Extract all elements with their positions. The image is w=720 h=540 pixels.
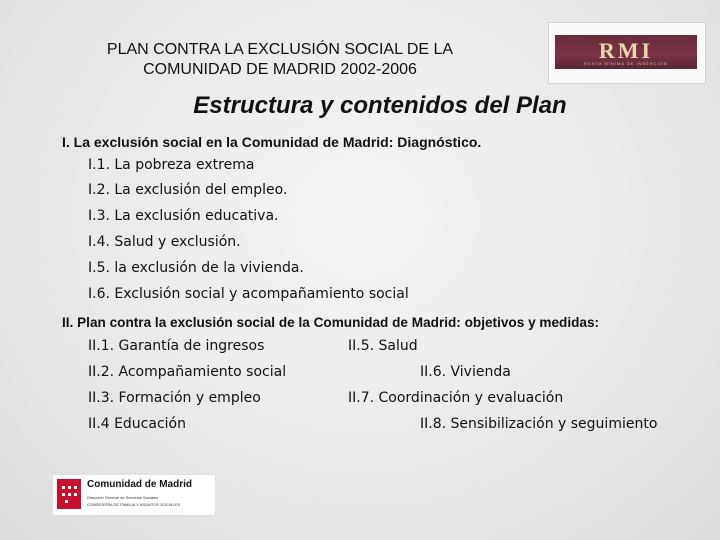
header-title [60, 40, 500, 80]
section2-right-item: II.5. Salud [348, 338, 418, 354]
rmi-logo [548, 22, 706, 84]
section1-item: I.1. La pobreza extrema [88, 157, 255, 173]
footer-logo-line2: CONSEJERÍA DE FAMILIA Y ASUNTOS SOCIALES [87, 502, 181, 507]
section2-right-item: II.7. Coordinación y evaluación [348, 390, 564, 406]
rmi-logo-banner [555, 35, 697, 69]
section2-left-item: II.2. Acompañamiento social [88, 364, 287, 380]
section1-item: I.4. Salud y exclusión. [88, 234, 241, 250]
footer-logo-title: Comunidad de Madrid [87, 479, 192, 490]
rmi-logo-mark: RMI [598, 38, 654, 63]
header-title-line2: COMUNIDAD DE MADRID 2002-2006 [143, 61, 417, 78]
rmi-logo-subtext: RENTA MÍNIMA DE INSERCIÓN [584, 61, 668, 66]
section2-left-item: II.4 Educación [88, 416, 186, 432]
section1-item: I.5. la exclusión de la vivienda. [88, 260, 304, 276]
header-title-line1: PLAN CONTRA LA EXCLUSIÓN SOCIAL DE LA [106, 41, 454, 58]
footer-logo-line1: Dirección General de Servicios Sociales [87, 495, 159, 500]
section2-heading: II. Plan contra la exclusión social de la Comunidad de Madrid: objetivos y medidas: [62, 315, 600, 330]
madrid-flag-icon [57, 479, 81, 509]
section1-item: I.3. La exclusión educativa. [88, 208, 279, 224]
section1-item: I.2. La exclusión del empleo. [88, 182, 288, 198]
main-title: Estructura y contenidos del Plan [193, 92, 567, 119]
section1-item: I.6. Exclusión social y acompañamiento social [88, 286, 409, 302]
section2-right-item: II.6. Vivienda [420, 364, 511, 380]
section1-heading: I. La exclusión social en la Comunidad de Madrid: Diagnóstico. [62, 134, 482, 150]
section2-left-item: II.1. Garantía de ingresos [88, 338, 265, 354]
section2-left-item: II.3. Formación y empleo [88, 390, 261, 406]
comunidad-madrid-logo [52, 474, 216, 516]
section2-right-item: II.8. Sensibilización y seguimiento [420, 416, 658, 432]
